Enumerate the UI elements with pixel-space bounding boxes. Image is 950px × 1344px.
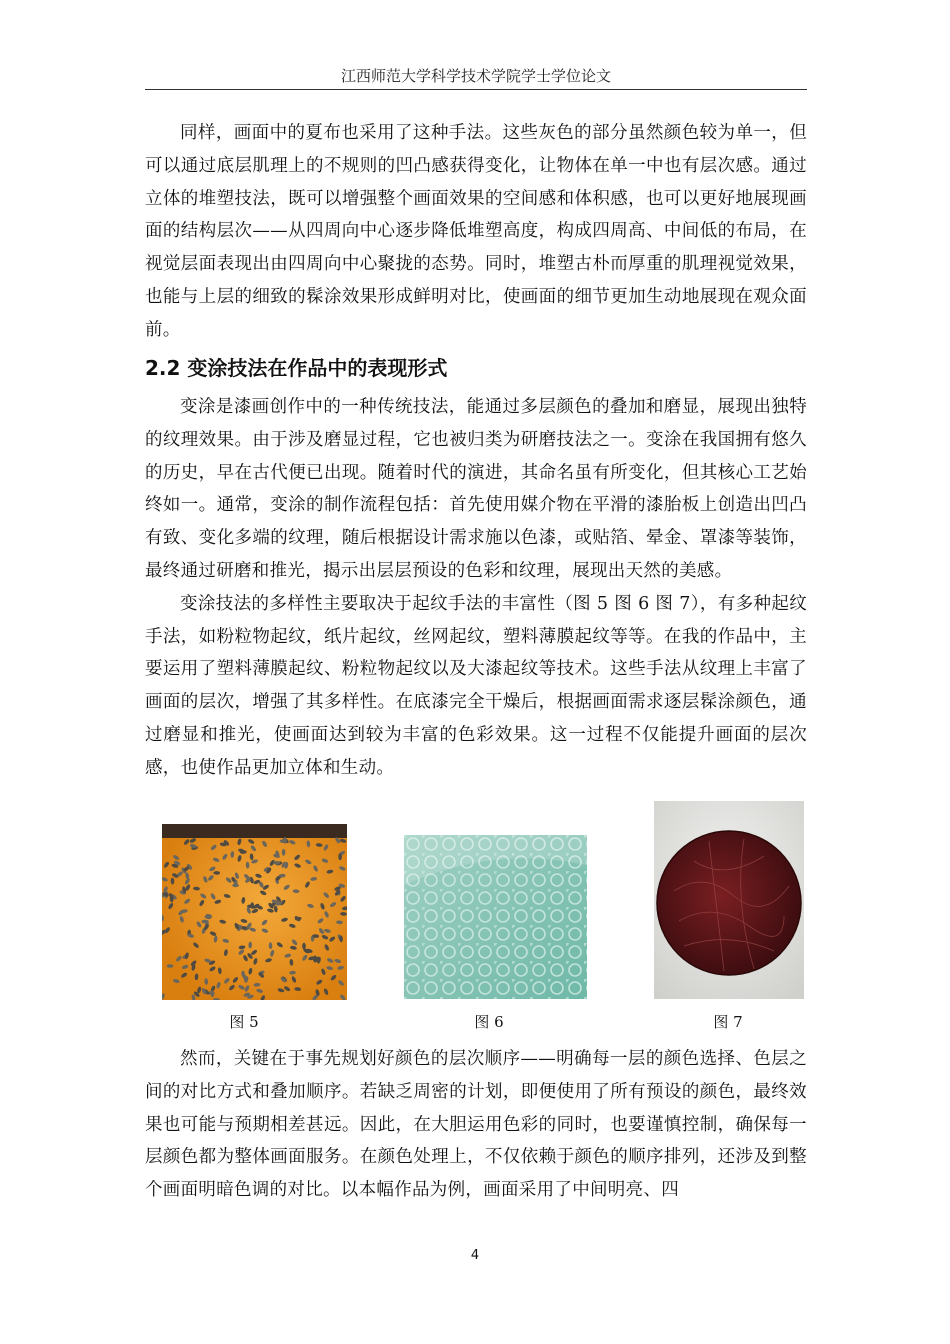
paragraph-text: 然而，关键在于事先规划好颜色的层次顺序——明确每一层的颜色选择、色层之间的对比方式和叠加顺序。若缺乏周密的计划，即便使用了所有预设的颜色，最终效果也可能与预期相差甚远。因此，在大胆运用色彩的同时，也要谨慎控制，确保每一层颜色都为整体画面服务。在颜色处理上，不仅依赖于颜色的顺序排列，还涉及到整个画面明暗色调的对比。以本幅作品为例，画面采用了中间明亮、四 — [145, 1049, 807, 1201]
body-paragraph-1 — [145, 117, 807, 347]
figure-6-caption: 图 6 — [474, 1013, 504, 1031]
figure-5-caption: 图 5 — [229, 1013, 259, 1031]
figure-7-caption: 图 7 — [713, 1013, 743, 1031]
paragraph-text: 变涂技法的多样性主要取决于起纹手法的丰富性（图 5 图 6 图 7），有多种起纹手法，如粉粒物起纹，纸片起纹，丝网起纹，塑料薄膜起纹等等。在我的作品中，主要运用了塑料薄膜起纹、粉粒物起纹以及大漆起纹等技术。这些手法从纹理上丰富了画面的层次，增强了其多样性。在底漆完全干燥后，根据画面需求逐层髹涂颜色，通过磨显和推光，使画面达到较为丰富的色彩效果。这一过程不仅能提升画面的层次感，也使作品更加立体和生动。 — [145, 593, 807, 778]
header-rule — [145, 89, 807, 90]
section-heading: 2.2 变涂技法在作品中的表现形式 — [145, 356, 448, 380]
figure-5-image — [162, 824, 347, 1000]
paragraph-text: 同样，画面中的夏布也采用了这种手法。这些灰色的部分虽然颜色较为单一，但可以通过底层肌理上的不规则的凹凸感获得变化，让物体在单一中也有层次感。通过立体的堆塑技法，既可以增强整个画面效果的空间感和体积感，也可以更好地展现画面的结构层次——从四周向中心逐步降低堆塑高度，构成四周高、中间低的布局，在视觉层面表现出由四周向中心聚拢的态势。同时，堆塑古朴而厚重的肌理视觉效果，也能与上层的细致的髹涂效果形成鲜明对比，使画面的细节更加生动地展现在观众面前。 — [145, 123, 807, 340]
page-number: 4 — [470, 1248, 480, 1263]
figure-6-image — [404, 835, 587, 999]
body-paragraph-4 — [145, 1043, 807, 1207]
paragraph-text: 变涂是漆画创作中的一种传统技法，能通过多层颜色的叠加和磨显，展现出独特的纹理效果。由于涉及磨显过程，它也被归类为研磨技法之一。变涂在我国拥有悠久的历史，早在古代便已出现。随着时代的演进，其命名虽有所变化，但其核心工艺始终如一。通常，变涂的制作流程包括：首先使用媒介物在平滑的漆胎板上创造出凹凸有致、变化多端的纹理，随后根据设计需求施以色漆，或贴箔、晕金、罩漆等装饰，最终通过研磨和推光，揭示出层层预设的色彩和纹理，展现出天然的美感。 — [145, 397, 807, 581]
page-header: 江西师范大学科学技术学院学士学位论文 — [340, 67, 611, 85]
body-paragraph-2 — [145, 391, 807, 785]
figure-7-image — [654, 801, 804, 999]
